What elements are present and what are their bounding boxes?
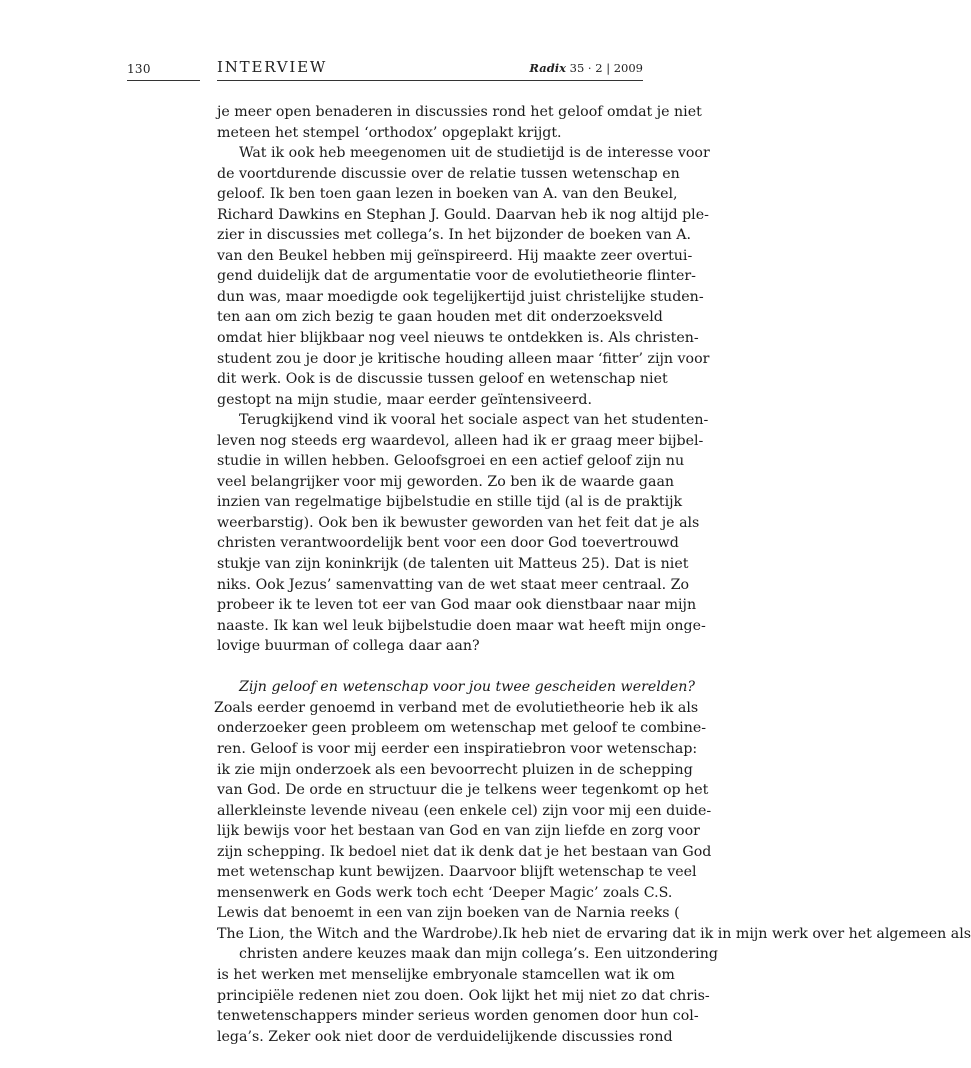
text-line: stukje van zijn koninkrijk (de talenten uit Matteus 25). Dat is niet: [217, 556, 689, 573]
text-line: onderzoeker geen probleem om wetenschap met geloof te combine-: [217, 720, 707, 737]
text-line: principiële redenen niet zou doen. Ook lijkt het mij niet zo dat chris-: [217, 987, 710, 1004]
text-line: ren. Geloof is voor mij eerder een inspiratiebron voor wetenschap:: [217, 740, 698, 757]
text-line: mensenwerk en Gods werk toch echt ‘Deeper Magic’ zoals C.S.: [217, 884, 673, 901]
text-line: zijn schepping. Ik bedoel niet dat ik denk dat je het bestaan van God: [217, 843, 712, 860]
text-line: gestopt na mijn studie, maar eerder geïntensiveerd.: [217, 391, 592, 408]
text-line: leven nog steeds erg waardevol, alleen had ik er graag meer bijbel-: [217, 432, 704, 449]
text-line: veel belangrijker voor mij geworden. Zo ben ik de waarde gaan: [217, 473, 675, 490]
header-rule-left: [127, 80, 200, 81]
header-rule: [217, 80, 643, 81]
text-line: ten aan om zich bezig te gaan houden met dit onderzoeksveld: [217, 309, 663, 326]
text-line: Lewis dat benoemt in een van zijn boeken van de Narnia reeks (: [217, 905, 680, 922]
text-line: christen verantwoordelijk bent voor een door God toevertrouwd: [217, 535, 679, 552]
text-line: allerkleinste levende niveau (een enkele cel) zijn voor mij een duide-: [217, 802, 712, 819]
text-line: dun was, maar moedigde ook tegelijkertijd juist christelijke studen-: [217, 288, 704, 305]
paragraph-start: Terugkijkend vind ik vooral het sociale aspect van het studenten-: [239, 412, 709, 429]
text-line: Richard Dawkins en Stephan J. Gould. Daarvan heb ik nog altijd ple-: [217, 206, 709, 223]
journal-citation: [529, 61, 643, 75]
interview-question: Zijn geloof en wetenschap voor jou twee gescheiden werelden?: [239, 679, 696, 696]
text-line: weerbarstig). Ook ben ik bewuster geworden van het feit dat je als: [217, 514, 700, 531]
text-line-end: Ik heb niet de ervaring dat ik in mijn werk over het algemeen als: [502, 925, 971, 942]
text-line: omdat hier blijkbaar nog veel nieuws te ontdekken is. Als christen-: [217, 330, 699, 347]
text-line: van den Beukel hebben mij geïnspireerd. Hij maakte zeer overtui-: [217, 247, 693, 264]
text-line: met wetenschap kunt bewijzen. Daarvoor blijft wetenschap te veel: [217, 864, 697, 881]
text-line: niks. Ook Jezus’ samenvatting van de wet staat meer centraal. Zo: [217, 576, 690, 593]
section-title: INTERVIEW: [217, 58, 328, 76]
book-title: ).: [492, 925, 503, 942]
text-line: lovige buurman of collega daar aan?: [217, 638, 480, 655]
blank-line: [217, 657, 643, 678]
text-line: is het werken met menselijke embryonale stamcellen wat ik om: [217, 966, 675, 983]
text-line: Zoals eerder genoemd in verband met de evolutietheorie heb ik als: [214, 699, 699, 716]
text-line: je meer open benaderen in discussies rond het geloof omdat je niet: [217, 104, 702, 120]
text-line: student zou je door je kritische houding alleen maar ‘fitter’ zijn voor: [217, 350, 710, 367]
journal-name: Radix: [529, 61, 566, 75]
text-line: lega’s. Zeker ook niet door de verduidelijkende discussies rond: [217, 1028, 673, 1045]
text-line: probeer ik te leven tot eer van God maar ook dienstbaar naar mijn: [217, 597, 697, 614]
paragraph-start: Wat ik ook heb meegenomen uit de studietijd is de interesse voor: [239, 145, 710, 162]
text-line: de voortdurende discussie over de relatie tussen wetenschap en: [217, 165, 680, 182]
text-line: gend duidelijk dat de argumentatie voor de evolutietheorie flinter-: [217, 268, 696, 285]
text-line: tenwetenschappers minder serieus worden genomen door hun col-: [217, 1008, 699, 1025]
text-line: [217, 1047, 643, 1068]
text-line: lijk bewijs voor het bestaan van God en van zijn liefde en zorg voor: [217, 823, 700, 840]
text-line: naaste. Ik kan wel leuk bijbelstudie doen maar wat heeft mijn onge-: [217, 617, 706, 634]
article-body: [214, 102, 971, 1068]
text-line-mixed: [217, 924, 971, 945]
text-line: studie in willen hebben. Geloofsgroei en een actief geloof zijn nu: [217, 453, 685, 470]
text-line: geloof. Ik ben toen gaan lezen in boeken van A. van den Beukel,: [217, 186, 678, 203]
journal-issue: 35 · 2 | 2009: [569, 61, 643, 75]
text-line: zier in discussies met collega’s. In het bijzonder de boeken van A.: [217, 227, 691, 244]
text-line: meteen het stempel ‘orthodox’ opgeplakt krijgt.: [217, 124, 562, 141]
text-line: dit werk. Ook is de discussie tussen geloof en wetenschap niet: [217, 371, 668, 388]
text-line: ik zie mijn onderzoek als een bevoorrecht pluizen in de schepping: [217, 761, 693, 778]
text-line-start: The Lion, the Witch and the Wardrobe: [217, 925, 493, 942]
paragraph-start: christen andere keuzes maak dan mijn collega’s. Een uitzondering: [239, 946, 718, 963]
text-line: inzien van regelmatige bijbelstudie en stille tijd (al is de praktijk: [217, 494, 683, 511]
page-number: 130: [127, 62, 151, 76]
text-line: van God. De orde en structuur die je telkens weer tegenkomt op het: [217, 782, 709, 799]
